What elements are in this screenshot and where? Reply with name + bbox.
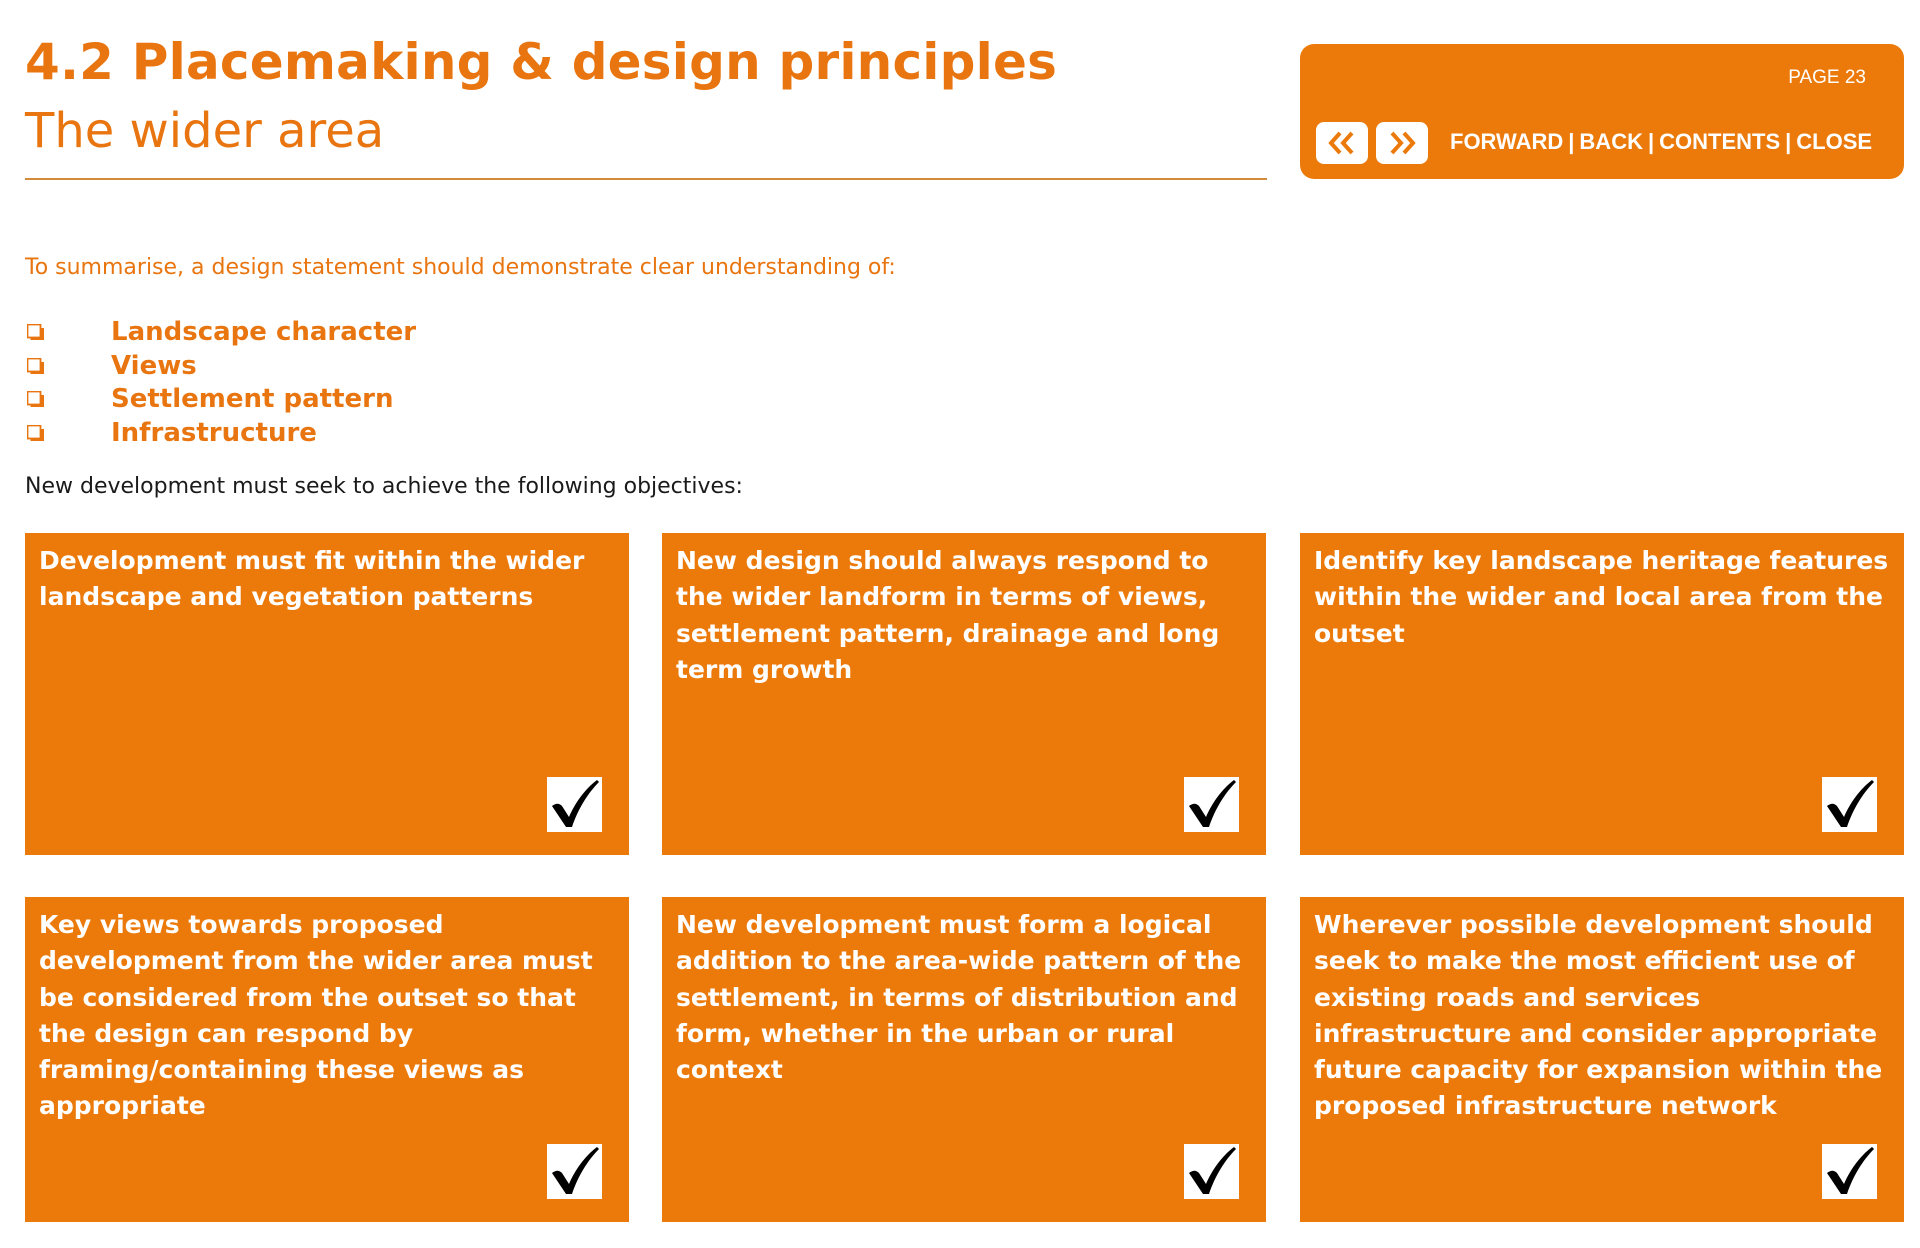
objective-text: Development must fit within the wider landscape and vegetation patterns (39, 546, 585, 612)
contents-link[interactable]: CONTENTS (1659, 129, 1781, 154)
objective-card (25, 533, 629, 855)
nav-separator: | (1647, 129, 1655, 154)
navigation-panel (1300, 44, 1904, 179)
checkmark-icon (1822, 1144, 1877, 1199)
double-chevron-left-icon (1326, 130, 1358, 156)
nav-links (1450, 129, 1872, 155)
nav-separator: | (1568, 129, 1575, 154)
nav-separator: | (1785, 129, 1792, 154)
checkmark-icon (1822, 777, 1877, 832)
list-item (25, 383, 416, 417)
page-subtitle: The wider area (25, 103, 385, 159)
checkbox-bullet-icon (27, 391, 45, 409)
back-link[interactable]: BACK (1579, 129, 1643, 154)
checkmark-box (547, 1144, 602, 1199)
checkmark-icon (547, 1144, 602, 1199)
objectives-intro: New development must seek to achieve the following objectives: (25, 474, 743, 499)
objective-text: Identify key landscape heritage features within the wider and local area from the outset (1314, 546, 1889, 648)
checkbox-bullet-icon (27, 324, 45, 342)
objective-text: Wherever possible development should seek to make the most efficient use of existing roads and services infrastructure and consider appropriate future capacity for expansion within the proposed infrastructure network (1314, 910, 1883, 1121)
checkmark-icon (547, 777, 602, 832)
checkmark-box (1184, 777, 1239, 832)
list-item (25, 316, 416, 350)
previous-page-button[interactable] (1316, 122, 1368, 164)
page-number: PAGE 23 (1788, 67, 1866, 88)
objective-card (662, 533, 1266, 855)
checkmark-box (1822, 1144, 1877, 1199)
title-divider (25, 178, 1267, 180)
list-item (25, 417, 416, 451)
objective-card (662, 897, 1266, 1222)
next-page-button[interactable] (1376, 122, 1428, 164)
checkmark-icon (1184, 1144, 1239, 1199)
forward-link[interactable]: FORWARD (1450, 129, 1564, 154)
double-chevron-right-icon (1386, 130, 1418, 156)
checkmark-icon (1184, 777, 1239, 832)
objective-text: Key views towards proposed development from the wider area must be considered from the outset so that the design can respond by framing/containing these views as appropriate (39, 910, 593, 1121)
checkbox-bullet-icon (27, 425, 45, 443)
criteria-list (25, 316, 416, 450)
close-link[interactable]: CLOSE (1796, 129, 1873, 154)
checkmark-box (547, 777, 602, 832)
list-item-label: Infrastructure (111, 417, 317, 448)
checkmark-box (1184, 1144, 1239, 1199)
list-item-label: Views (111, 350, 197, 381)
checkbox-bullet-icon (27, 358, 45, 376)
objective-card (1300, 897, 1904, 1222)
list-item-label: Landscape character (111, 317, 417, 347)
objective-text: New design should always respond to the wider landform in terms of views, settlement pattern, drainage and long term growth (676, 546, 1220, 684)
objective-text: New development must form a logical addition to the area-wide pattern of the settlement, in terms of distribution and form, whether in the urban or rural context (676, 910, 1242, 1085)
summary-intro: To summarise, a design statement should demonstrate clear understanding of: (25, 255, 896, 280)
objective-card (1300, 533, 1904, 855)
objective-card (25, 897, 629, 1222)
page-title: 4.2 Placemaking & design principles (25, 33, 1058, 91)
list-item-label: Settlement pattern (111, 384, 394, 414)
checkmark-box (1822, 777, 1877, 832)
list-item (25, 350, 416, 384)
